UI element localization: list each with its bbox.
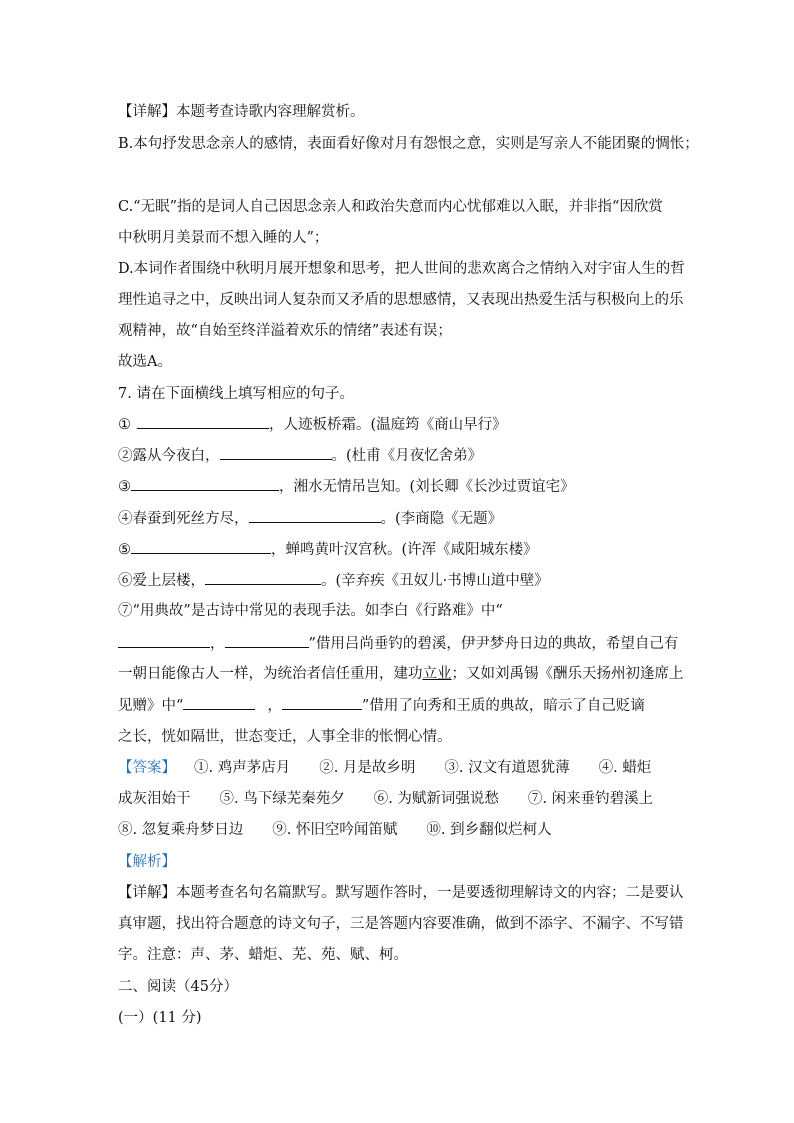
- option-c-line-2: 中秋明月美景而不想入睡的人”；: [118, 230, 329, 246]
- answer-blank[interactable]: [282, 695, 362, 710]
- option-b-text: B.本句抒发思念亲人的感情，表面看好像对月有怨恨之意，实则是写亲人不能团聚的惆怅；: [118, 136, 699, 152]
- analysis-line-3: 字。注意：声、茅、蜡炬、芜、苑、赋、柯。: [118, 947, 408, 963]
- underlined-word: 立业: [422, 666, 452, 682]
- option-d-line-1: D.本词作者围绕中秋明月展开想象和思考，把人世间的悲欢离合之情纳入对宇宙人生的哲: [118, 261, 685, 277]
- answer-line-3: ⑧. 忽复乘舟梦日边 ⑨. 怀旧空吟闻笛赋 ⑩. 到乡翻似烂柯人: [118, 822, 552, 838]
- answer-blank[interactable]: [118, 633, 210, 648]
- q7-item-7-line-3: 一朝日能像古人一样，为统治者信任重用，建功立业；又如刘禹锡《酬乐天扬州初逢席上: [118, 666, 684, 682]
- q7-item-1: ① ，人迹板桥霜。(温庭筠《商山早行》: [118, 414, 678, 435]
- answer-blank[interactable]: [249, 508, 381, 523]
- answer-blank[interactable]: [131, 539, 271, 554]
- q7-item-3: ③ ，湘水无情吊岂知。(刘长卿《长沙过贾谊宅》: [118, 476, 678, 497]
- answer-blank[interactable]: [183, 695, 255, 710]
- q6-detail-line: [118, 102, 678, 122]
- q7-item-7-line-2: ， ”借用吕尚垂钓的碧溪，伊尹梦舟日边的典故，希望自己有: [118, 633, 678, 654]
- answer-line-2: 成灰泪始干 ⑤. 鸟下绿芜秦苑夕 ⑥. 为赋新词强说愁 ⑦. 闲来垂钓碧溪上: [118, 791, 654, 807]
- option-d-line-2: 理性追寻之中，反映出词人复杂而又矛盾的思想感情，又表现出热爱生活与积极向上的乐: [118, 292, 684, 308]
- q7-title: 7. 请在下面横线上填写相应的句子。: [118, 386, 354, 402]
- answer-blank[interactable]: [225, 633, 309, 648]
- q7-item-7-line-1: ⑦“用典故”是古诗中常见的表现手法。如李白《行路难》中“: [118, 603, 503, 619]
- section-title: 二、阅读（45分）: [118, 979, 238, 995]
- answer-blank[interactable]: [220, 445, 332, 460]
- answer-blank[interactable]: [205, 570, 321, 585]
- detail-label: 【详解】: [118, 104, 176, 120]
- answer-blank[interactable]: [137, 414, 269, 429]
- choice-answer: 故选A。: [118, 354, 172, 370]
- analysis-line-1: 【详解】本题考查名句名篇默写。默写题作答时，一是要透彻理解诗文的内容；二是要认: [118, 885, 684, 901]
- subsection-title: (一）(11 分): [118, 1010, 202, 1026]
- q7-item-4: ④春蚕到死丝方尽， 。(李商隐《无题》: [118, 508, 678, 529]
- analysis-line-2: 真审题，找出符合题意的诗文句子，三是答题内容要准确，做到不添字、不漏字、不写错: [118, 916, 684, 932]
- detail-text: 本题考查诗歌内容理解赏析。: [176, 104, 365, 120]
- q7-item-2: ②露从今夜白， 。(杜甫《月夜忆舍弟》: [118, 445, 678, 466]
- option-c-line-1: C.“无眠”指的是词人自己因思念亲人和政治失意而内心忧郁难以入眠，并非指“因欣赏: [118, 199, 663, 215]
- answer-blank[interactable]: [131, 476, 279, 491]
- option-d-line-3: 观精神，故“自始至终洋溢着欢乐的情绪”表述有误；: [118, 323, 452, 339]
- analysis-label: 【解析】: [118, 854, 176, 870]
- q7-item-7-line-4: 见赠》中“ ， ”借用了向秀和王质的典故，暗示了自己贬谪: [118, 695, 678, 716]
- q7-item-6: ⑥爱上层楼， 。(辛弃疾《丑奴儿·书博山道中壁》: [118, 570, 678, 591]
- q7-item-7-line-5: 之长，恍如隔世，世态变迁，人事全非的怅惘心情。: [118, 729, 452, 745]
- q7-item-5: ⑤ ，蝉鸣黄叶汉宫秋。(许浑《咸阳城东楼》: [118, 539, 678, 560]
- answer-line-1: 【答案】 ①. 鸡声茅店月 ②. 月是故乡明 ③. 汉文有道恩犹薄 ④. 蜡炬: [118, 760, 652, 776]
- answer-label: 【答案】: [118, 760, 176, 776]
